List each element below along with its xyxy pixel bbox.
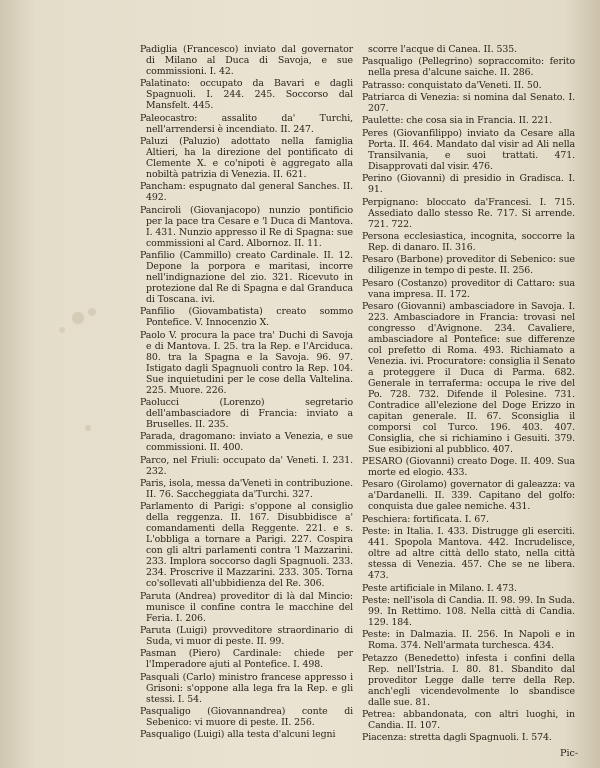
right-index-entry: Pesaro (Giovanni) ambasciadore in Savoja. I. 223. Ambasciadore in Francia: trovasi nel congresso d'Avignone. 234. Cavaliere, ambasciadore al Pontefice: sue differenze col prefetto di Roma. 493. Richiamato a Venezia. ivi. Procuratore: consiglia il Senato a proteggere il Duca di Parma. 682. Generale in terraferma: occupa le rive del Po. 728. 732. Difende il Polesine. 731. Contradice all'elezione del Doge Erizzo in capitan generale. II. 67. Sconsiglia il comporsi col Turco. 196. 403. 407. Consiglia, che si richiamino i Gesuiti. 379. Sue esibizioni al pubblico. 407. <box>362 300 575 455</box>
right-index-entry: Perino (Giovanni) di presidio in Gradisca. I. 91. <box>362 173 575 196</box>
catchword: Pic- <box>560 748 579 759</box>
right-index-entry: Patriarca di Venezia: si nomina dal Senato. I. 207. <box>362 92 575 115</box>
right-index-entry: Pesaro (Barbone) proveditor di Sebenico: sue diligenze in tempo di peste. II. 256. <box>362 254 575 277</box>
left-index-entry: Paruta (Andrea) proveditor di là dal Mincio: munisce il confine contra le macchine del Feria. I. 206. <box>140 590 353 624</box>
right-index-entry: Pesaro (Costanzo) proveditor di Cattaro: sua vana impresa. II. 172. <box>362 277 575 300</box>
right-index-entry: Peste: nell'isola di Candia. II. 98. 99. In Suda. 99. In Rettimo. 108. Nella città di Candia. 129. 184. <box>362 594 575 628</box>
right-index-entry: Pasqualigo (Pellegrino) sopraccomito: ferito nella presa d'alcune saiche. II. 286. <box>362 56 575 79</box>
left-index-entry: Paruta (Luigi) provveditore straordinario di Suda, vi muor di peste. II. 99. <box>140 625 353 648</box>
right-index-entry: Peste artificiale in Milano. I. 473. <box>362 582 517 594</box>
right-index-entry: Petrea: abbandonata, con altri luoghi, in Candia. II. 107. <box>362 708 575 731</box>
right-index-entry: Petazzo (Benedetto) infesta i confini della Rep. nell'Istria. I. 80. 81. Sbandito dal proveditor Legge dalle terre della Rep. anch'egli vicendevolmente lo sbandisce dalle sue. 81. <box>362 652 575 708</box>
left-index-entry: Pasquali (Carlo) ministro francese appresso i Grisoni: s'oppone alla lega fra la Rep. e gli stessi. I. 54. <box>140 671 353 705</box>
left-index-entry: Paluzi (Paluzio) adottato nella famiglia Altieri, ha la direzione del pontificato di Clemente X. e co'nipoti è aggregato alla nobiltà patrizia di Venezia. II. 621. <box>140 136 353 180</box>
right-index-entry: Perpignano: bloccato da'Francesi. I. 715. Assediato dallo stesso Re. 717. Si arrende. 721. 722. <box>362 196 575 230</box>
left-index-entry: Paris, isola, messa da'Veneti in contribuzione. II. 76. Saccheggiata da'Turchi. 327. <box>140 478 353 501</box>
left-index-entry: Paolo V. procura la pace tra' Duchi di Savoja e di Mantova. I. 25. tra la Rep. e l'Arciduca. 80. tra la Spagna e la Savoja. 96. 97. Istigato dagli Spagnuoli contro la Rep. 104. Sue inquietudini per le cose della Valtelina. 225. Muore. 226. <box>140 329 353 396</box>
right-index-entry: Piacenza: stretta dagli Spagnuoli. I. 574. <box>362 732 552 744</box>
left-index-entry: Parada, dragomano: inviato a Venezia, e sue commissioni. II. 400. <box>140 431 353 454</box>
left-index-entry: Pasman (Piero) Cardinale: chiede per l'Imperadore ajuti al Pontefice. I. 498. <box>140 648 353 671</box>
right-index-entry: Peste: in Italia. I. 433. Distrugge gli eserciti. 441. Spopola Mantova. 442. Incrudelisce, oltre ad altre città dello stato, nella città stessa di Venezia. 457. Che se ne libera. 473. <box>362 526 575 582</box>
index-column-left <box>140 44 353 742</box>
right-index-entry: Patrasso: conquistato da'Veneti. II. 50. <box>362 79 542 91</box>
left-index-entry: Paleocastro: assalito da' Turchi, nell'arrendersi è incendiato. II. 247. <box>140 112 353 135</box>
right-index-entry: Peres (Giovanfilippo) inviato da Cesare alla Porta. II. 464. Mandato dal visir ad Ali nella Transilvania, e suoi trattati. 471. Disapprovati dal visir. 476. <box>362 127 575 172</box>
left-index-entry: Pasqualigo (Luigi) alla testa d'alcuni legni <box>140 729 336 741</box>
right-index-entry: Pesaro (Girolamo) governator di galeazza: va a'Dardanelli. II. 339. Capitano del golfo: conquista due galee nemiche. 431. <box>362 479 575 513</box>
left-index-entry: Pasqualigo (Giovannandrea) conte di Sebenico: vi muore di peste. II. 256. <box>140 706 353 729</box>
left-index-entry: Panfilio (Cammillo) creato Cardinale. II. 12. Depone la porpora e maritasi, incorre nell'indignazione del zio. 321. Ricevuto in protezione dal Re di Spagna e dal Granduca di Toscana. ivi. <box>140 250 353 305</box>
left-index-entry: Pancham: espugnato dal general Sanches. II. 492. <box>140 181 353 204</box>
right-index-entry: Peste: in Dalmazia. II. 256. In Napoli e in Roma. 374. Nell'armata turchesca. 434. <box>362 629 575 652</box>
left-index-entry: Panfilio (Giovambatista) creato sommo Pontefice. V. Innocenzio X. <box>140 306 353 329</box>
left-index-entry: Padiglia (Francesco) inviato dal governator di Milano al Duca di Savoja, e sue commissioni. I. 42. <box>140 44 353 77</box>
right-index-entry: Paulette: che cosa sia in Francia. II. 221. <box>362 115 553 127</box>
right-index-entry: scorre l'acque di Canea. II. 535. <box>368 44 517 55</box>
left-index-entry: Paolucci (Lorenzo) segretario dell'ambasciadore di Francia: inviato a Bruselles. II. 235. <box>140 397 353 430</box>
index-column-right <box>362 44 575 745</box>
right-index-entry: Persona ecclesiastica, incognita, soccorre la Rep. di danaro. II. 316. <box>362 230 575 253</box>
right-index-entry: PESARO (Giovanni) creato Doge. II. 409. Sua morte ed elogio. 433. <box>362 456 575 479</box>
left-index-entry: Parco, nel Friuli: occupato da' Veneti. I. 231. 232. <box>140 454 353 477</box>
left-index-entry: Parlamento di Parigi: s'oppone al consiglio della reggenza. II. 167. Disubbidisce a' comandamenti della Reggente. 221. e s. L'obbliga a tornare a Parigi. 227. Cospira con gli altri parlamenti contra 'l Mazzarini. 233. Implora soccorso dagli Spagnuoli. 233. 234. Proscrive il Mazzarini. 233. 305. Torna co'sollevati all'ubbidienza del Re. 306. <box>140 501 353 590</box>
right-index-entry: Peschiera: fortificata. I. 67. <box>362 513 489 525</box>
left-index-entry: Panciroli (Giovanjacopo) nunzio pontificio per la pace tra Cesare e 'l Duca di Mantova. I. 431. Nunzio appresso il Re di Spagna: sue commissioni al Card. Albornoz. II. 11. <box>140 204 353 249</box>
left-index-entry: Palatinato: occupato da Bavari e dagli Spagnuoli. I. 244. 245. Soccorso dal Mansfelt. 445. <box>140 78 353 112</box>
